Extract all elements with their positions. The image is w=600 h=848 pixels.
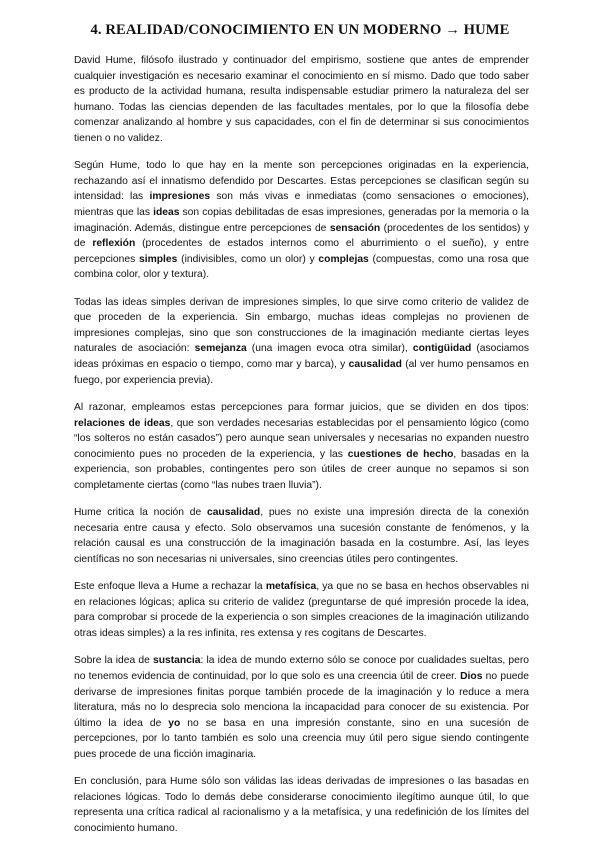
paragraph-1 <box>74 53 529 147</box>
paragraph-6 <box>74 579 529 641</box>
text-run: (una imagen evoca otra similar), <box>246 343 413 355</box>
paragraph-5 <box>74 505 529 567</box>
text-run: no puede derivarse de impresiones finitas porque también procede de la imaginación y lo reduce a mera literatura, más no lo desprecia solo menciona la incapacidad para conocer de su existencia. Por último la idea de <box>74 670 529 729</box>
text-run: Sobre la idea de <box>74 655 153 667</box>
text-run: son copias debilitadas de esas impresiones, generadas por la memoria o la imaginación. Además, distingue entre percepciones de <box>74 207 529 234</box>
bold-term: metafísica <box>265 581 317 593</box>
bold-term: complejas <box>318 253 369 265</box>
text-run: , basadas en la experiencia, son probables, contingentes pero son útiles de creer aunque no sepamos si son completamente ciertas (como “las nubes traen lluvia”). <box>74 448 530 491</box>
text-run: , que son verdades necesarias establecidas por el pensamiento lógico (como “los solteros no están casados”) pero aunque sean universales y necesarias no expanden nuestro conocimiento pues no proceden de la experiencia, y las <box>74 417 529 460</box>
text-run: David Hume, filósofo ilustrado y continuador del empirismo, sostiene que antes de emprender cualquier investigación es necesario examinar el conocimiento en sí mismo. Dado que todo saber es producto de la actividad humana, resulta indispensable estudiar primero la naturaleza del ser humano. Todas las ciencias dependen de las facultades mentales, por lo que la filosofía debe comenzar analizando al hombre y sus capacidades, con el fin de determinar si sus conocimientos tienen o no validez. <box>74 55 529 144</box>
paragraph-7 <box>74 653 529 762</box>
bold-term: relaciones de ideas <box>74 417 171 429</box>
bold-term: Dios <box>460 670 483 682</box>
bold-term: ideas <box>153 207 180 219</box>
text-run: : la idea de mundo externo sólo se conoce por cualidades sueltas, pero no tenemos evidencia de continuidad, por lo que solo es una creencia útil de creer. <box>74 655 529 682</box>
bold-term: sensación <box>329 222 381 234</box>
text-run: , ya que no se basa en hechos observables ni en relaciones lógicas; aplica su criterio de validez (preguntarse de qué impresión procede la idea, para comprobar si procede de la experiencia o son simples creaciones de la imaginación utilizando otras ideas simples) a la res infinita, res extensa y res cogitans de Descartes. <box>74 581 529 640</box>
bold-term: contigüidad <box>412 343 472 355</box>
paragraph-8 <box>74 774 529 836</box>
bold-term: yo <box>168 717 181 729</box>
text-run: son más vivas e inmediatas (como sensaciones o emociones), mientras que las <box>74 191 529 219</box>
bold-term: cuestiones de hecho <box>347 448 454 460</box>
bold-term: causalidad <box>348 359 402 371</box>
text-run: (procedentes de estados internos como el aburrimiento o el sueño), y entre percepciones <box>74 238 529 265</box>
page-title: 4. REALIDAD/CONOCIMIENTO EN UN MODERNO → HUME <box>90 22 510 38</box>
text-run: Según Hume, todo lo que hay en la mente son percepciones originadas en la experiencia, rechazando así el innatismo defendido por Descartes. Estas percepciones se clasifican según su intensidad: las <box>74 160 529 203</box>
bold-term: sustancia <box>152 655 201 667</box>
paragraph-2 <box>74 158 529 283</box>
paragraph-3 <box>74 295 529 389</box>
text-run: Hume critica la noción de <box>74 507 207 519</box>
bold-term: reflexión <box>92 238 136 250</box>
bold-term: causalidad <box>206 507 261 519</box>
document-body <box>74 53 529 848</box>
text-run: (compuestas, como una rosa que combina color, olor y textura). <box>74 253 529 281</box>
text-run: (asociamos ideas próximas en espacio o tiempo, como mar y barca), y <box>74 343 529 371</box>
text-run: no se basa en una impresión constante, sino en una sucesión de percepciones, por lo tanto también es solo una creencia muy útil pero sigue siendo contingente pues procede de una ficción imaginaria. <box>74 717 529 760</box>
bold-term: simples <box>139 253 178 265</box>
text-run: (procedentes de los sentidos) y de <box>74 222 530 250</box>
text-run: , pues no existe una impresión directa de la conexión necesaria entre causa y efecto. Solo observamos una sucesión constante de fenómenos, y la relación causal es una construcción de la imaginación basada en la costumbre. Así, las leyes científicas no son necesarias ni universales, sino creencias útiles pero contingentes. <box>74 507 529 565</box>
bold-term: impresiones <box>149 191 211 203</box>
text-run: Este enfoque lleva a Hume a rechazar la <box>74 581 266 593</box>
text-run: (al ver humo pensamos en fuego, por experiencia previa). <box>74 359 529 386</box>
bold-term: semejanza <box>194 343 247 355</box>
text-run: Al razonar, empleamos estas percepciones para formar juicios, que se dividen en dos tipos: <box>74 401 529 413</box>
text-run: Todas las ideas simples derivan de impresiones simples, lo que sirve como criterio de validez de que proceden de la experiencia. Sin embargo, muchas ideas complejas no provienen de impresiones complejas, sino que son construcciones de la imaginación mediante ciertas leyes naturales de asociación: <box>74 296 529 355</box>
paragraph-4 <box>74 400 529 494</box>
text-run: En conclusión, para Hume sólo son válidas las ideas derivadas de impresiones o las basadas en relaciones lógicas. Todo lo demás debe considerarse conocimiento ilegítimo aunque útil, lo que representa una crítica radical al racionalismo y a la metafísica, y una redefinición de los límites del conocimiento humano. <box>74 776 529 834</box>
text-run: (indivisibles, como un olor) y <box>177 253 319 265</box>
